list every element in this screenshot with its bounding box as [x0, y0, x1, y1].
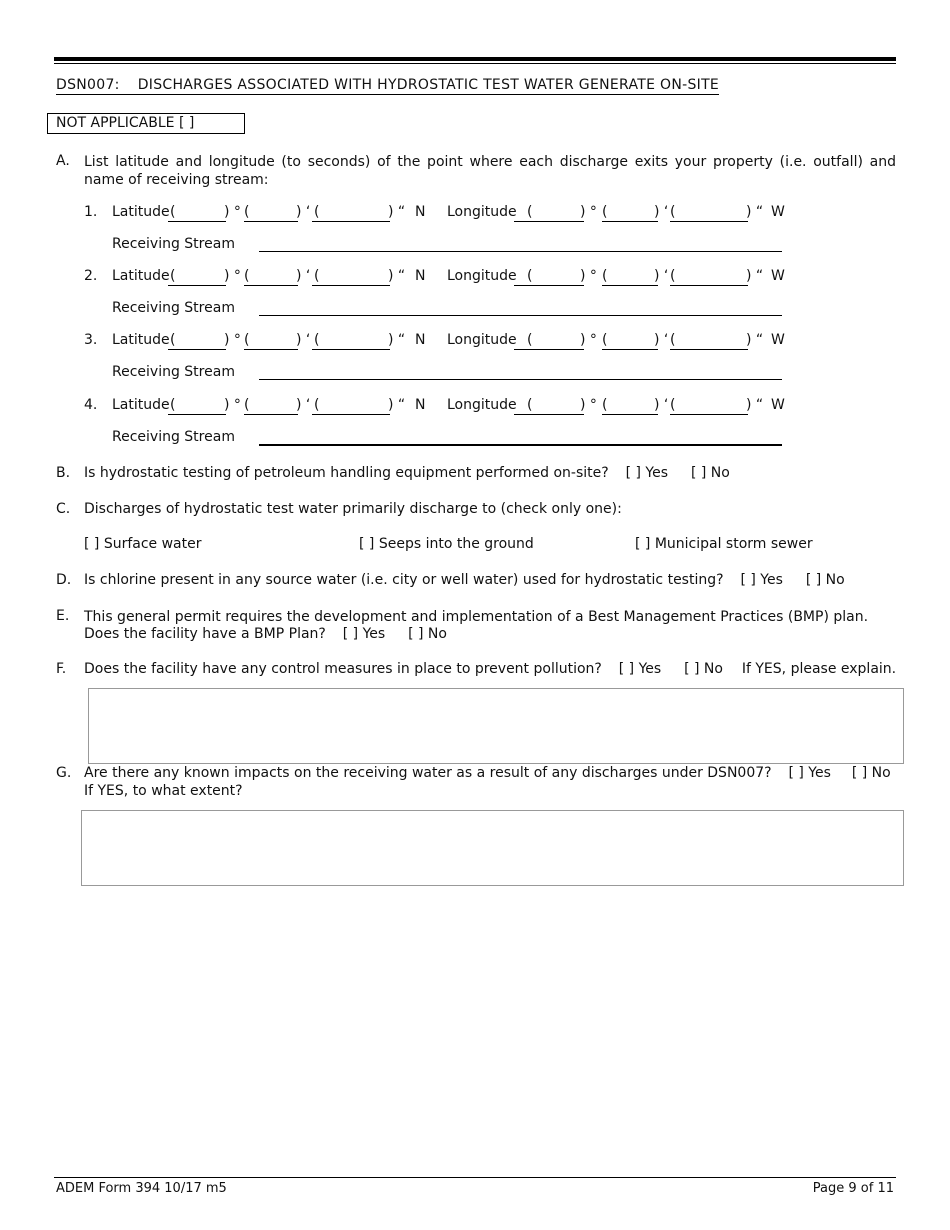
question-e-letter: E.	[56, 608, 70, 624]
entry-2-n-label: N	[415, 268, 426, 284]
entry-1-lon-deg: ) °	[580, 204, 597, 220]
entry-3-n-label: N	[415, 332, 426, 348]
question-g-answer-box[interactable]	[81, 810, 904, 886]
question-b-text: Is hydrostatic testing of petroleum handling equipment performed on-site?	[84, 465, 609, 481]
question-c-letter: C.	[56, 501, 71, 517]
entry-2-lat-seconds-input[interactable]	[312, 285, 390, 286]
footer-page-number: Page 9 of 11	[812, 1181, 894, 1196]
entry-2-lat-open: (	[170, 268, 176, 284]
entry-4-lon-minutes-input[interactable]	[602, 414, 658, 415]
question-g-text: Are there any known impacts on the receiving water as a result of any discharges under DSN007?	[84, 765, 772, 781]
entry-2-lon-seconds-input[interactable]	[670, 285, 748, 286]
entry-1-lat-minutes-input[interactable]	[244, 221, 298, 222]
entry-1-latitude-label: Latitude	[112, 204, 170, 220]
entry-2-lat-sec-open: (	[314, 268, 320, 284]
entry-2-number: 2.	[84, 268, 98, 284]
entry-2-lon-degrees-input[interactable]	[514, 285, 584, 286]
question-b-letter: B.	[56, 465, 71, 481]
entry-4-lat-min: ) ‘	[296, 397, 311, 413]
entry-1-lat-open: (	[170, 204, 176, 220]
entry-4-lat-seconds-input[interactable]	[312, 414, 390, 415]
question-d-text: Is chlorine present in any source water (i.e. city or well water) used for hydrostatic testing?	[84, 572, 724, 588]
entry-1-w-label: W	[771, 204, 785, 220]
entry-4-lon-min-open: (	[602, 397, 608, 413]
entry-2-lon-sec-open: (	[670, 268, 676, 284]
question-e-no-checkbox[interactable]: [ ] No	[408, 626, 447, 642]
question-c-option-seeps[interactable]: [ ] Seeps into the ground	[359, 536, 534, 552]
entry-3-lon-degrees-input[interactable]	[514, 349, 584, 350]
question-f-followup: If YES, please explain.	[741, 661, 897, 677]
question-b	[84, 465, 730, 481]
entry-1-lon-sec-open: (	[670, 204, 676, 220]
entry-4-lon-sec: ) “	[746, 397, 764, 413]
entry-2-lat-min-open: (	[244, 268, 250, 284]
entry-1-lon-degrees-input[interactable]	[514, 221, 584, 222]
entry-2-lon-min: ) ‘	[654, 268, 669, 284]
entry-1-lat-min: ) ‘	[296, 204, 311, 220]
question-b-yes-checkbox[interactable]: [ ] Yes	[625, 465, 669, 481]
footer-rule	[54, 1177, 896, 1178]
question-g-yes-checkbox[interactable]: [ ] Yes	[788, 765, 831, 781]
question-d	[84, 572, 845, 588]
entry-3-longitude-label: Longitude	[447, 332, 517, 348]
entry-4-lat-min-open: (	[244, 397, 250, 413]
question-f-answer-box[interactable]	[88, 688, 904, 764]
entry-3-lat-deg: ) °	[224, 332, 241, 348]
question-c-text: Discharges of hydrostatic test water primarily discharge to (check only one):	[84, 501, 622, 517]
entry-4-lon-degrees-input[interactable]	[514, 414, 584, 415]
entry-1-lon-open: (	[527, 204, 533, 220]
entry-1-n-label: N	[415, 204, 426, 220]
entry-3-lon-open: (	[527, 332, 533, 348]
entry-4-lon-open: (	[527, 397, 533, 413]
header-rule-thin	[54, 63, 896, 64]
entry-2-longitude-label: Longitude	[447, 268, 517, 284]
question-a-letter: A.	[56, 153, 70, 169]
question-e-yes-checkbox[interactable]: [ ] Yes	[342, 626, 386, 642]
question-g	[84, 765, 891, 781]
entry-2-lon-deg: ) °	[580, 268, 597, 284]
entry-3-lat-degrees-input[interactable]	[168, 349, 226, 350]
entry-2-lat-min: ) ‘	[296, 268, 311, 284]
entry-2-receiving-stream-input[interactable]	[259, 315, 782, 316]
entry-1-lon-seconds-input[interactable]	[670, 221, 748, 222]
entry-1-receiving-stream-label: Receiving Stream	[112, 236, 235, 252]
entry-3-lon-deg: ) °	[580, 332, 597, 348]
entry-4-w-label: W	[771, 397, 785, 413]
section-title	[56, 77, 719, 93]
entry-4-lon-seconds-input[interactable]	[670, 414, 748, 415]
footer-form-id: ADEM Form 394 10/17 m5	[56, 1181, 227, 1196]
entry-4-receiving-stream-input[interactable]	[259, 444, 782, 446]
entry-3-receiving-stream-input[interactable]	[259, 379, 782, 380]
entry-3-lon-min: ) ‘	[654, 332, 669, 348]
entry-1-longitude-label: Longitude	[447, 204, 517, 220]
entry-1-lat-sec-open: (	[314, 204, 320, 220]
question-c-option-storm-sewer[interactable]: [ ] Municipal storm sewer	[635, 536, 813, 552]
entry-3-lon-min-open: (	[602, 332, 608, 348]
entry-2-lat-sec: ) “	[388, 268, 406, 284]
entry-2-lon-min-open: (	[602, 268, 608, 284]
entry-3-lon-sec: ) “	[746, 332, 764, 348]
entry-4-receiving-stream-label: Receiving Stream	[112, 429, 235, 445]
entry-3-lat-open: (	[170, 332, 176, 348]
entry-4-lat-minutes-input[interactable]	[244, 414, 298, 415]
question-f-no-checkbox[interactable]: [ ] No	[684, 661, 723, 677]
entry-3-lon-minutes-input[interactable]	[602, 349, 658, 350]
not-applicable-checkbox[interactable]: NOT APPLICABLE [ ]	[47, 113, 245, 134]
question-a-text: List latitude and longitude (to seconds) of the point where each discharge exits your property (i.e. outfall) and name of receiving stream:	[84, 154, 896, 188]
entry-4-lat-open: (	[170, 397, 176, 413]
entry-3-latitude-label: Latitude	[112, 332, 170, 348]
entry-3-number: 3.	[84, 332, 98, 348]
entry-4-number: 4.	[84, 397, 98, 413]
entry-1-lat-seconds-input[interactable]	[312, 221, 390, 222]
entry-2-receiving-stream-label: Receiving Stream	[112, 300, 235, 316]
entry-4-lat-sec-open: (	[314, 397, 320, 413]
entry-3-lon-seconds-input[interactable]	[670, 349, 748, 350]
entry-2-lat-degrees-input[interactable]	[168, 285, 226, 286]
question-e-text-2: Does the facility have a BMP Plan?	[84, 626, 326, 642]
question-f	[84, 661, 896, 677]
entry-1-lon-sec: ) “	[746, 204, 764, 220]
entry-4-lon-deg: ) °	[580, 397, 597, 413]
question-c-option-surface-water[interactable]: [ ] Surface water	[84, 536, 202, 552]
entry-4-latitude-label: Latitude	[112, 397, 170, 413]
entry-3-lat-sec-open: (	[314, 332, 320, 348]
entry-3-lat-minutes-input[interactable]	[244, 349, 298, 350]
entry-3-receiving-stream-label: Receiving Stream	[112, 364, 235, 380]
question-f-yes-checkbox[interactable]: [ ] Yes	[618, 661, 662, 677]
entry-1-lat-deg: ) °	[224, 204, 241, 220]
entry-2-lon-sec: ) “	[746, 268, 764, 284]
question-g-followup: If YES, to what extent?	[84, 783, 243, 799]
entry-2-lat-deg: ) °	[224, 268, 241, 284]
entry-4-lon-min: ) ‘	[654, 397, 669, 413]
entry-3-w-label: W	[771, 332, 785, 348]
entry-2-lat-minutes-input[interactable]	[244, 285, 298, 286]
question-f-text: Does the facility have any control measures in place to prevent pollution?	[84, 661, 602, 677]
entry-4-lon-sec-open: (	[670, 397, 676, 413]
entry-4-lat-deg: ) °	[224, 397, 241, 413]
question-g-no-checkbox[interactable]: [ ] No	[851, 765, 891, 781]
question-e-text-1: This general permit requires the development and implementation of a Best Management Practices (BMP) plan.	[84, 609, 869, 625]
entry-1-number: 1.	[84, 204, 98, 220]
entry-1-lon-min-open: (	[602, 204, 608, 220]
entry-2-lon-minutes-input[interactable]	[602, 285, 658, 286]
section-code: DSN007:	[56, 77, 120, 93]
entry-2-lon-open: (	[527, 268, 533, 284]
entry-3-lat-min-open: (	[244, 332, 250, 348]
entry-1-receiving-stream-input[interactable]	[259, 251, 782, 252]
entry-1-lat-min-open: (	[244, 204, 250, 220]
entry-1-lat-sec: ) “	[388, 204, 406, 220]
entry-3-lat-sec: ) “	[388, 332, 406, 348]
entry-4-n-label: N	[415, 397, 426, 413]
question-b-no-checkbox[interactable]: [ ] No	[690, 465, 730, 481]
entry-1-lon-minutes-input[interactable]	[602, 221, 658, 222]
entry-2-w-label: W	[771, 268, 785, 284]
entry-1-lon-min: ) ‘	[654, 204, 669, 220]
entry-2-latitude-label: Latitude	[112, 268, 170, 284]
question-e	[84, 626, 447, 642]
question-d-letter: D.	[56, 572, 72, 588]
entry-4-longitude-label: Longitude	[447, 397, 517, 413]
entry-4-lat-sec: ) “	[388, 397, 406, 413]
header-rule-thick	[54, 57, 896, 61]
section-title-text: DISCHARGES ASSOCIATED WITH HYDROSTATIC TEST WATER GENERATE ON-SITE	[137, 77, 720, 93]
entry-3-lat-seconds-input[interactable]	[312, 349, 390, 350]
question-g-letter: G.	[56, 765, 72, 781]
entry-3-lat-min: ) ‘	[296, 332, 311, 348]
entry-4-lat-degrees-input[interactable]	[168, 414, 226, 415]
entry-1-lat-degrees-input[interactable]	[168, 221, 226, 222]
question-f-letter: F.	[56, 661, 67, 677]
question-d-yes-checkbox[interactable]: [ ] Yes	[740, 572, 783, 588]
question-d-no-checkbox[interactable]: [ ] No	[805, 572, 845, 588]
entry-3-lon-sec-open: (	[670, 332, 676, 348]
